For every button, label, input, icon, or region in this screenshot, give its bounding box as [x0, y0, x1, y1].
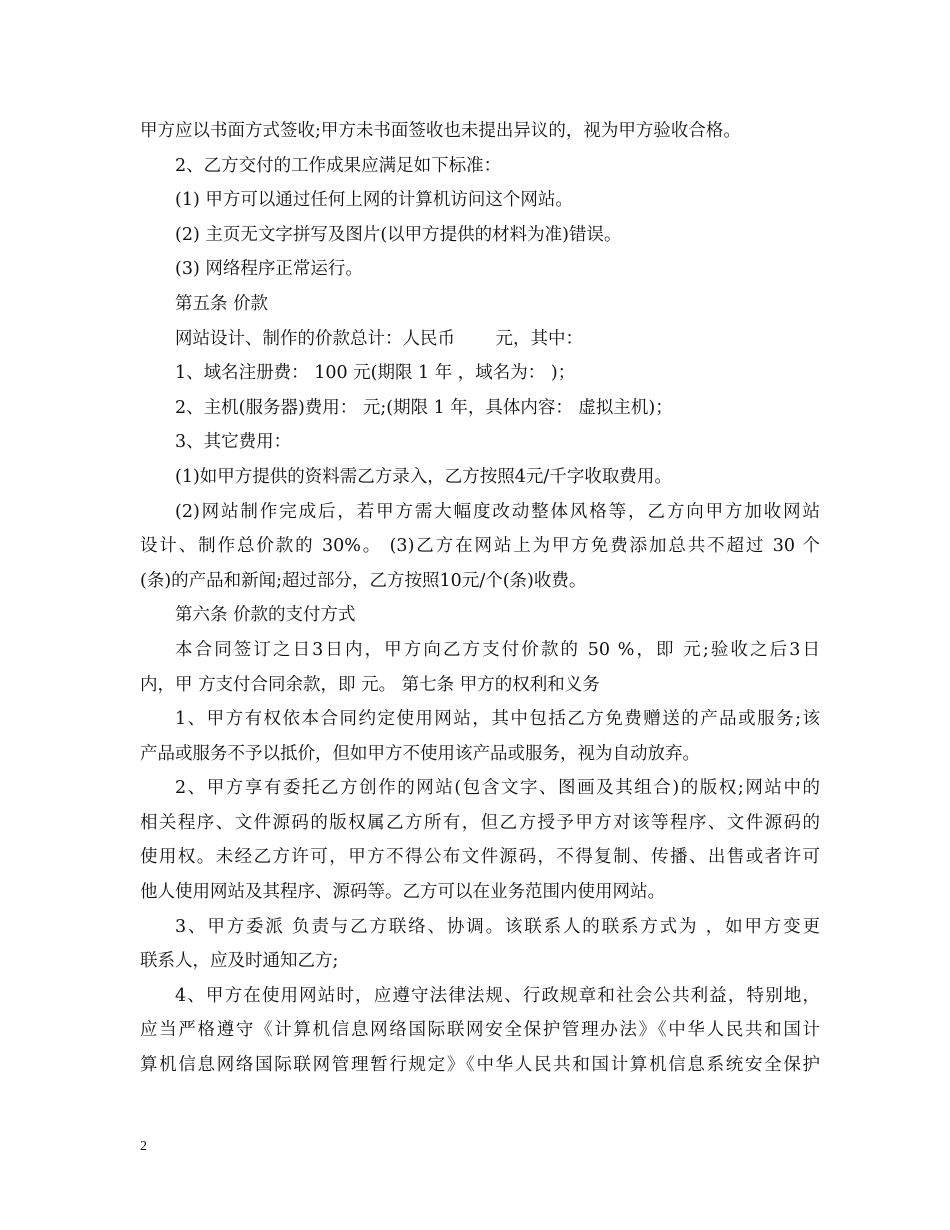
paragraph-line: 2、乙方交付的工作成果应满足如下标准：	[175, 155, 502, 176]
list-item: (1)如甲方提供的资料需乙方录入，乙方按照4元/千字收取费用。	[175, 466, 672, 487]
paragraph-line: 他人使用网站及其程序、源码等。乙方可以在业务范围内使用网站。	[140, 882, 665, 903]
paragraph-line: 联系人，应及时通知乙方;	[140, 951, 339, 972]
contract-body	[140, 114, 820, 1083]
paragraph-line: 相关程序、文件源码的版权属乙方所有，但乙方授予甲方对该等程序、文件源码的	[140, 812, 820, 833]
paragraph-line: 设计、制作总价款的 30%。 (3)乙方在网站上为甲方免费添加总共不超过 30 个	[140, 536, 820, 557]
list-item: 3、其它费用：	[175, 432, 292, 453]
paragraph-line: 应当严格遵守《计算机信息网络国际联网安全保护管理办法》《中华人民共和国计	[140, 1020, 820, 1041]
list-item: (3) 网络程序正常运行。	[175, 259, 363, 280]
paragraph-line: 3、甲方委派 负责与乙方联络、协调。该联系人的联系方式为 ，如甲方变更	[175, 916, 820, 937]
list-item: 2、主机(服务器)费用： 元;(期限 1 年，具体内容： 虚拟主机)；	[175, 397, 673, 418]
paragraph-line: 算机信息网络国际联网管理暂行规定》《中华人民共和国计算机信息系统安全保护	[140, 1055, 820, 1076]
paragraph-line: (2)网站制作完成后，若甲方需大幅度改动整体风格等，乙方向甲方加收网站	[175, 501, 820, 522]
paragraph-line: 产品或服务不予以抵价，但如甲方不使用该产品或服务，视为自动放弃。	[140, 743, 700, 764]
paragraph-line: 1、甲方有权依本合同约定使用网站，其中包括乙方免费赠送的产品或服务;该	[175, 709, 820, 730]
list-item: (1) 甲方可以通过任何上网的计算机访问这个网站。	[175, 190, 573, 211]
paragraph-line: 本合同签订之日3日内，甲方向乙方支付价款的 50 %，即 元;验收之后3日	[175, 639, 820, 660]
paragraph-line: 2、甲方享有委托乙方创作的网站(包含文字、图画及其组合)的版权;网站中的	[175, 778, 820, 799]
page-number: 2	[140, 1139, 147, 1154]
paragraph-line: 4、甲方在使用网站时，应遵守法律法规、行政规章和社会公共利益，特别地，	[175, 985, 820, 1006]
section-heading: 第五条 价款	[175, 293, 269, 314]
paragraph-line: (条)的产品和新闻;超过部分，乙方按照10元/个(条)收费。	[140, 570, 587, 591]
paragraph-line: 使用权。未经乙方许可，甲方不得公布文件源码，不得复制、传播、出售或者许可	[140, 847, 820, 868]
paragraph-line: 甲方应以书面方式签收;甲方未书面签收也未提出异议的，视为甲方验收合格。	[140, 121, 741, 141]
list-item: (2) 主页无文字拼写及图片(以甲方提供的材料为准)错误。	[175, 224, 622, 245]
section-heading: 第六条 价款的支付方式	[175, 605, 356, 626]
list-item: 1、域名注册费： 100 元(期限 1 年 ，域名为： )；	[175, 363, 576, 384]
paragraph-line: 内，甲 方支付合同余款，即 元。 第七条 甲方的权利和义务	[140, 674, 600, 695]
paragraph-line: 网站设计、制作的价款总计：人民币 元，其中：	[175, 328, 584, 349]
